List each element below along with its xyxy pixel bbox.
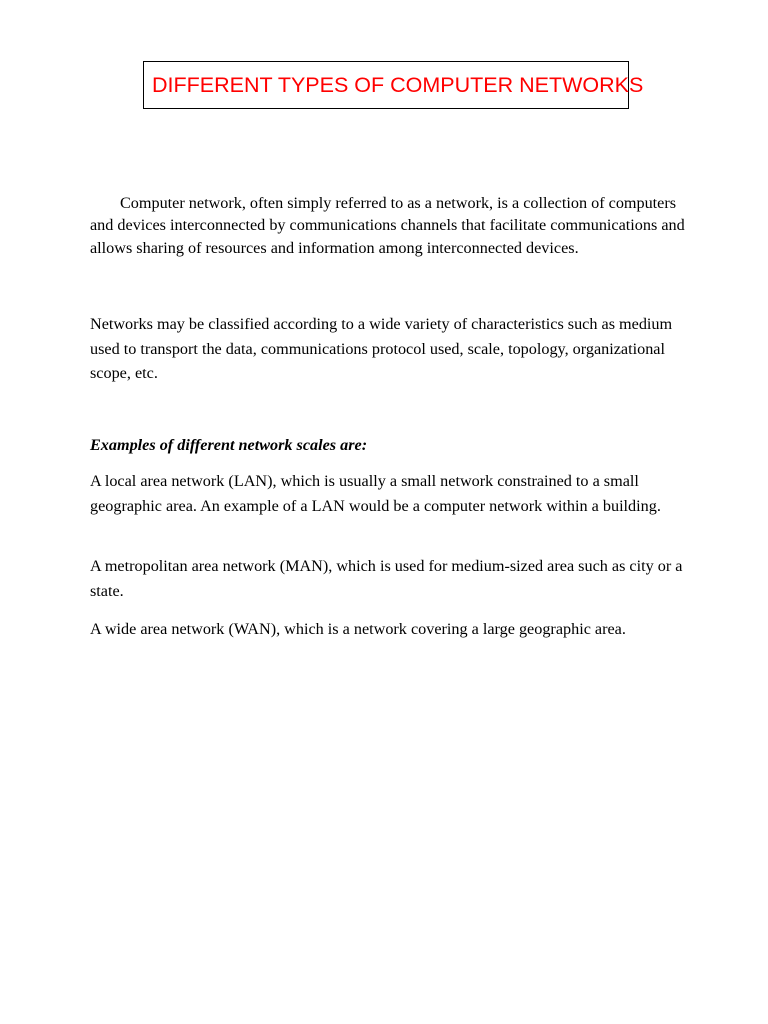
man-paragraph: A metropolitan area network (MAN), which is used for medium-sized area such as city or a state. (90, 557, 683, 600)
intro-paragraph (90, 192, 690, 259)
classification-paragraph: Networks may be classified according to a wide variety of characteristics such as medium used to transport the data, communications protocol used, scale, topology, organizational scope, etc. (90, 315, 673, 382)
document-title: DIFFERENT TYPES OF COMPUTER NETWORKS (152, 72, 644, 97)
lan-paragraph: A local area network (LAN), which is usually a small network constrained to a small geographic area. An example of a LAN would be a computer network within a building. (90, 472, 661, 515)
wan-paragraph: A wide area network (WAN), which is a network covering a large geographic area. (90, 620, 626, 638)
intro-text: Computer network, often simply referred to as a network, is a collection of computers and devices interconnected by communications channels that facilitate communications and allows sharing of resources and information among interconnected devices. (90, 194, 685, 257)
title-box (143, 61, 644, 109)
examples-heading: Examples of different network scales are: (90, 436, 368, 454)
